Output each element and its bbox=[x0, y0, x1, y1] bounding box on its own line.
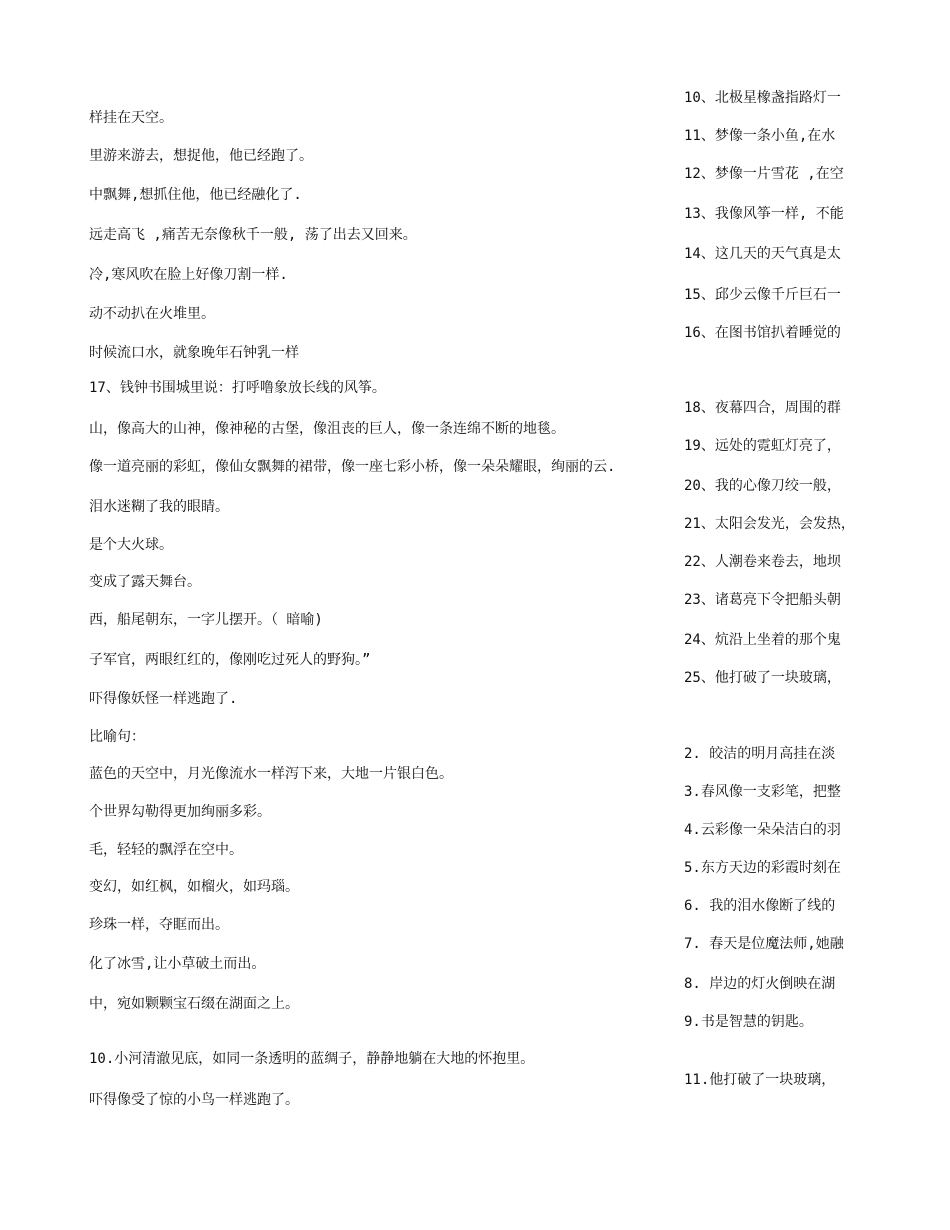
text-line: 比喻句： bbox=[89, 729, 145, 745]
text-line: 11、梦像一条小鱼,在水 bbox=[684, 128, 836, 144]
text-line: 中，宛如颗颗宝石缀在湖面之上。 bbox=[89, 996, 299, 1012]
text-line: 里游来游去，想捉他，他已经跑了。 bbox=[89, 148, 313, 164]
text-line: 冷,寒风吹在脸上好像刀割一样. bbox=[89, 267, 288, 283]
text-line: 12、梦像一片雪花 ,在空 bbox=[684, 166, 844, 182]
text-line: 个世界勾勒得更加绚丽多彩。 bbox=[89, 804, 271, 820]
text-line: 像一道亮丽的彩虹，像仙女飘舞的裙带，像一座七彩小桥，像一朵朵耀眼，绚丽的云. bbox=[89, 459, 616, 475]
text-line: 珍珠一样，夺眶而出。 bbox=[89, 917, 229, 933]
text-line: 23、诸葛亮下令把船头朝 bbox=[684, 592, 841, 608]
text-line: 时候流口水，就象晚年石钟乳一样 bbox=[89, 345, 299, 361]
text-line: 14、这几天的天气真是太 bbox=[684, 246, 841, 262]
text-line: 变幻，如红枫，如榴火，如玛瑙。 bbox=[89, 879, 299, 895]
text-line: 3.春风像一支彩笔，把整 bbox=[684, 784, 841, 800]
text-line: 8. 岸边的灯火倒映在湖 bbox=[684, 976, 836, 992]
text-line: 吓得像妖怪一样逃跑了. bbox=[89, 691, 238, 707]
text-line: 7. 春天是位魔法师,她融 bbox=[684, 936, 844, 952]
text-line: 20、我的心像刀绞一般， bbox=[684, 478, 841, 494]
text-line: 子军官，两眼红红的，像刚吃过死人的野狗。” bbox=[89, 652, 371, 668]
text-line: 化了冰雪,让小草破土而出。 bbox=[89, 956, 266, 972]
text-line: 6. 我的泪水像断了线的 bbox=[684, 898, 836, 914]
text-line: 中飘舞,想抓住他，他已经融化了. bbox=[89, 187, 302, 203]
text-line: 10、北极星橡盏指路灯一 bbox=[684, 90, 841, 106]
text-line: 4.云彩像一朵朵洁白的羽 bbox=[684, 822, 841, 838]
text-line: 16、在图书馆扒着睡觉的 bbox=[684, 325, 841, 341]
text-line: 19、远处的霓虹灯亮了， bbox=[684, 438, 841, 454]
text-line: 西，船尾朝东，一字儿摆开。（ 暗喻) bbox=[89, 612, 323, 628]
text-line: 山，像高大的山神，像神秘的古堡，像沮丧的巨人，像一条连绵不断的地毯。 bbox=[89, 421, 565, 437]
text-line: 毛，轻轻的飘浮在空中。 bbox=[89, 842, 243, 858]
text-line: 5.东方天边的彩霞时刻在 bbox=[684, 860, 841, 876]
text-line: 18、夜幕四合，周围的群 bbox=[684, 400, 841, 416]
text-line: 13、我像风筝一样, 不能 bbox=[684, 206, 844, 222]
text-line: 远走高飞 ,痛苦无奈像秋千一般, 荡了出去又回来。 bbox=[89, 227, 417, 243]
text-line: 2. 皎洁的明月高挂在淡 bbox=[684, 746, 836, 762]
text-line: 吓得像受了惊的小鸟一样逃跑了。 bbox=[89, 1092, 299, 1108]
text-line: 24、炕沿上坐着的那个鬼 bbox=[684, 632, 841, 648]
text-line: 动不动扒在火堆里。 bbox=[89, 306, 215, 322]
text-line: 蓝色的天空中，月光像流水一样泻下来，大地一片银白色。 bbox=[89, 766, 453, 782]
text-line: 21、太阳会发光，会发热， bbox=[684, 516, 855, 532]
text-line: 25、他打破了一块玻璃， bbox=[684, 670, 841, 686]
text-line: 17、钱钟书围城里说：打呼噜象放长线的风筝。 bbox=[89, 380, 386, 396]
text-line: 10.小河清澈见底，如同一条透明的蓝绸子，静静地躺在大地的怀抱里。 bbox=[89, 1051, 535, 1067]
text-line: 11.他打破了一块玻璃， bbox=[684, 1072, 836, 1088]
text-line: 15、邱少云像千斤巨石一 bbox=[684, 287, 841, 303]
text-line: 变成了露天舞台。 bbox=[89, 574, 201, 590]
text-line: 22、人潮卷来卷去，地坝 bbox=[684, 554, 841, 570]
text-line: 是个大火球。 bbox=[89, 537, 173, 553]
text-line: 9.书是智慧的钥匙。 bbox=[684, 1014, 813, 1030]
text-line: 泪水迷糊了我的眼睛。 bbox=[89, 499, 229, 515]
text-line: 样挂在天空。 bbox=[89, 110, 173, 126]
